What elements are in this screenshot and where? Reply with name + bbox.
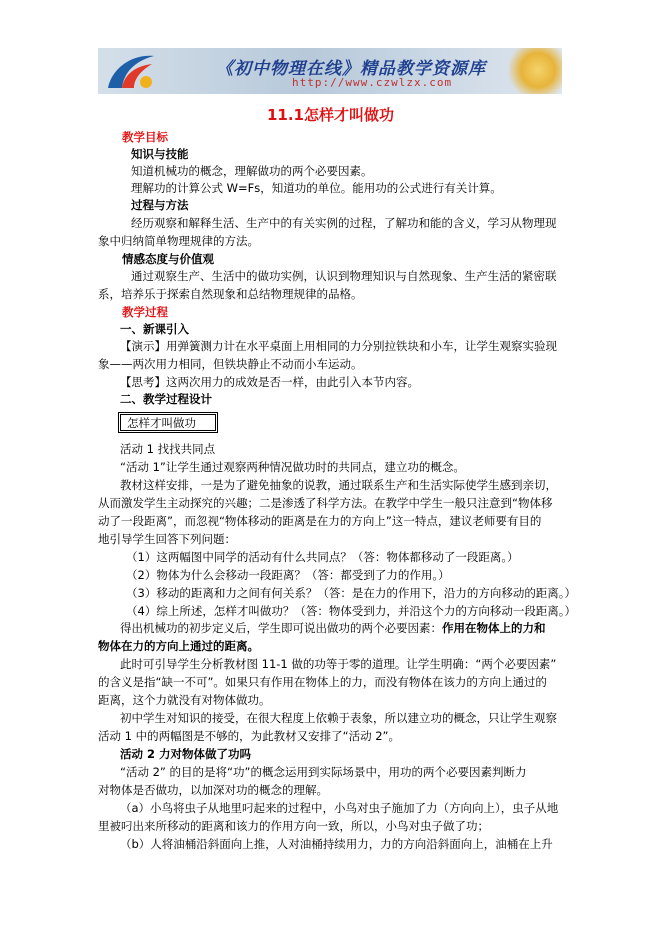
paragraph-line: 知道机械功的概念，理解做功的两个必要因素。 [131, 164, 373, 178]
paragraph-text: 得出机械功的初步定义后，学生即可说出做功的两个必要因素： [120, 621, 442, 635]
question-line: （3）移动的距离和力之间有何关系？（答：是在力的作用下，沿力的方向移动的距离。） [126, 586, 577, 600]
paragraph-line: 【演示】用弹簧测力计在水平桌面上用相同的力分别拉铁块和小车，让学生观察实验现 [120, 339, 557, 353]
paragraph-line: 初中学生对知识的接受，在很大程度上依赖于表象，所以建立功的概念，只让学生观察 [120, 711, 557, 725]
banner-title: 《初中物理在线》精品教学资源库 [216, 59, 486, 79]
site-logo-icon [102, 50, 160, 92]
emphasis-line: 物体在力的方向上通过的距离。 [98, 639, 259, 653]
heading-teaching-goals: 教学目标 [122, 130, 168, 144]
sunflower-decoration [508, 48, 562, 94]
subheading-attitude: 情感态度与价值观 [122, 252, 214, 266]
question-line: （2）物体为什么会移动一段距离？（答：都受到了力的作用。） [126, 568, 450, 582]
section-heading: 一、新课引入 [120, 322, 189, 336]
paragraph-line: 经历观察和解释生活、生产中的有关实例的过程，了解功和能的含义，学习从物理现 [131, 216, 557, 230]
activity-heading: 活动 2 力对物体做了功吗 [120, 747, 252, 761]
paragraph-line: 系，培养乐于探索自然现象和总结物理规律的品格。 [98, 287, 363, 301]
paragraph-line: 此时可引导学生分析教材图 11-1 做的功等于零的道理。让学生明确：“两个必要因素” [120, 657, 557, 671]
paragraph-line: 对物体是否做功，以加深对功的概念的理解。 [98, 783, 328, 797]
paragraph-line: （b）人将油桶沿斜面向上推，人对油桶持续用力，力的方向沿斜面向上，油桶在上升 [120, 837, 553, 851]
paragraph-line: 从而激发学生主动探究的兴趣；二是渗透了科学方法。在教学中学生一般只注意到“物体移 [98, 496, 553, 510]
document-title: 11.1怎样才叫做功 [266, 106, 394, 124]
header-banner [98, 48, 562, 94]
paragraph-line: “活动 2” 的目的是将“功”的概念运用到实际场景中，用功的两个必要因素判断力 [120, 765, 527, 779]
heading-teaching-process: 教学过程 [122, 305, 168, 319]
paragraph-line: （a）小鸟将虫子从地里叼起来的过程中，小鸟对虫子施加了力（方向向上），虫子从地 [120, 801, 559, 815]
paragraph-line: 象中归纳简单物理规律的方法。 [98, 234, 259, 248]
paragraph-line: 动了一段距离”，而忽视“物体移动的距离是在力的方向上”这一特点，建议老师要有目的 [98, 514, 542, 528]
question-line: （4）综上所述，怎样才叫做功？（答：物体受到力，并沿这个力的方向移动一段距离。） [126, 604, 577, 618]
section-heading: 二、教学过程设计 [120, 392, 212, 406]
paragraph-line: “活动 1”让学生通过观察两种情况做功时的共同点，建立功的概念。 [120, 460, 465, 474]
emphasis-text: 作用在物体上的力和 [442, 621, 546, 635]
subheading-knowledge: 知识与技能 [131, 147, 189, 161]
paragraph-line: 教材这样安排，一是为了避免抽象的说教，通过联系生产和生活实际使学生感到亲切， [120, 478, 557, 492]
question-line: （1）这两幅图中同学的活动有什么共同点？（答：物体都移动了一段距离。） [126, 550, 519, 564]
paragraph-line: 地引导学生回答下列问题： [98, 532, 236, 546]
paragraph-line: 理解功的计算公式 W=Fs，知道功的单位。能用功的公式进行有关计算。 [131, 181, 502, 195]
boxed-topic-label: 怎样才叫做功 [120, 414, 216, 431]
paragraph-line: 活动 1 中的两幅图是不够的，为此教材又安排了“活动 2”。 [98, 729, 401, 743]
paragraph-line: 【思考】这两次用力的成效是否一样，由此引入本节内容。 [120, 375, 419, 389]
paragraph-line: 象——两次用力相同，但铁块静止不动而小车运动。 [98, 357, 363, 371]
subheading-process: 过程与方法 [131, 198, 189, 212]
paragraph-line: 通过观察生产、生活中的做功实例，认识到物理知识与自然现象、生产生活的紧密联 [131, 269, 557, 283]
paragraph-line: 里被叼出来所移动的距离和该力的作用方向一致，所以，小鸟对虫子做了功； [98, 819, 489, 833]
paragraph-line: 距离，这个力就没有对物体做功。 [98, 693, 271, 707]
activity-heading: 活动 1 找找共同点 [120, 442, 216, 456]
banner-url[interactable]: http://www.czwlzx.com [292, 76, 453, 89]
paragraph-line: 的含义是指“缺一不可”。如果只有作用在物体上的力，而没有物体在该力的方向上通过的 [98, 675, 547, 689]
paragraph-line [120, 620, 546, 636]
